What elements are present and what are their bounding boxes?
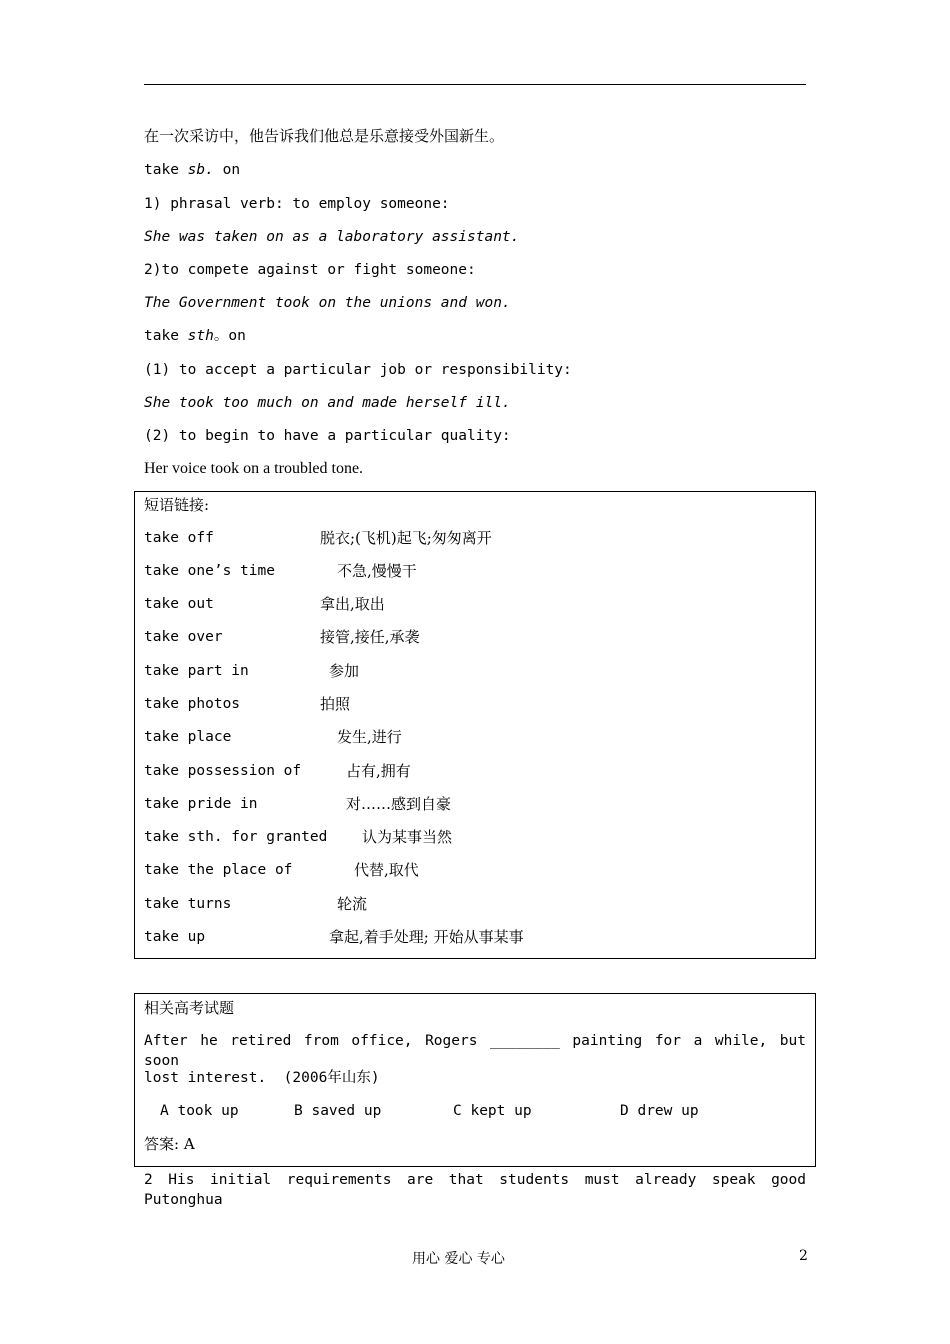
exam-question-line-1: After he retired from office, Rogers ________ painting for a while, but soon xyxy=(144,1033,806,1069)
option-c: C kept up xyxy=(453,1103,532,1119)
phrase-meaning: 不急,慢慢干 xyxy=(337,562,417,580)
phrase-item: take photos xyxy=(144,696,241,712)
phrase-item: take the place of xyxy=(144,862,293,878)
phrase-item: take off xyxy=(144,530,214,546)
phrase-meaning: 占有,拥有 xyxy=(346,762,411,780)
heading-post: 。on xyxy=(213,328,246,344)
intro-chinese-sentence: 在一次采访中，他告诉我们他总是乐意接受外国新生。 xyxy=(144,127,505,145)
option-b: B saved up xyxy=(294,1103,382,1119)
exam-box-title: 相关高考试题 xyxy=(144,999,235,1017)
phrase-item: take turns xyxy=(144,896,232,912)
phrase-item: take possession of xyxy=(144,763,302,779)
option-d: D drew up xyxy=(620,1103,699,1119)
phrase-meaning: 脱衣;(飞机)起飞;匆匆离开 xyxy=(320,529,492,547)
phrase-item: take sth. for granted xyxy=(144,829,328,845)
phrase-meaning: 认为某事当然 xyxy=(362,828,453,846)
phrase-meaning: 拍照 xyxy=(320,695,351,713)
phrase-meaning: 轮流 xyxy=(337,895,368,913)
definition-4: (2) to begin to have a particular quality: xyxy=(144,428,511,444)
definition-1: 1) phrasal verb: to employ someone: xyxy=(144,196,450,212)
phrase-meaning: 发生,进行 xyxy=(337,728,402,746)
example-2: The Government took on the unions and won. xyxy=(144,295,511,311)
phrase-item: take pride in xyxy=(144,796,258,812)
phrase-item: take place xyxy=(144,729,232,745)
example-3: She took too much on and made herself ill. xyxy=(144,395,511,411)
example-4: Her voice took on a troubled tone. xyxy=(144,460,364,477)
header-rule xyxy=(144,84,806,85)
phrase-meaning: 拿出,取出 xyxy=(320,595,385,613)
phrase-meaning: 参加 xyxy=(329,662,360,680)
phrase-heading-take-sth-on xyxy=(144,326,246,346)
heading-pre: take xyxy=(144,328,188,344)
continuation-question-2: 2 His initial requirements are that students must already speak good Putonghua xyxy=(144,1172,806,1208)
heading-pre: take xyxy=(144,162,188,178)
footer-motto: 用心 爱心 专心 xyxy=(412,1251,505,1267)
example-1: She was taken on as a laboratory assistant. xyxy=(144,229,520,245)
phrase-meaning: 接管,接任,承袭 xyxy=(320,628,420,646)
heading-italic: sb. xyxy=(187,162,214,178)
option-a: A took up xyxy=(160,1103,239,1119)
definition-2: 2)to compete against or fight someone: xyxy=(144,262,476,278)
exam-question-line-2: lost interest. (2006年山东) xyxy=(144,1070,380,1086)
phrase-item: take up xyxy=(144,929,206,945)
heading-post: on xyxy=(213,162,241,178)
phrase-item: take one’s time xyxy=(144,563,275,579)
phrase-item: take out xyxy=(144,596,214,612)
definition-3: (1) to accept a particular job or responsibility: xyxy=(144,362,572,378)
phrase-item: take over xyxy=(144,629,223,645)
phrase-item: take part in xyxy=(144,663,249,679)
phrase-meaning: 代替,取代 xyxy=(354,861,419,879)
heading-italic: sth xyxy=(187,328,214,344)
phrase-heading-take-sb-on xyxy=(144,160,240,180)
page-number: 2 xyxy=(799,1248,808,1264)
phrase-meaning: 拿起,着手处理; 开始从事某事 xyxy=(329,928,524,946)
phrase-meaning: 对……感到自豪 xyxy=(346,795,452,813)
phrase-box-title: 短语链接: xyxy=(144,496,210,514)
exam-answer: 答案: A xyxy=(144,1135,195,1153)
